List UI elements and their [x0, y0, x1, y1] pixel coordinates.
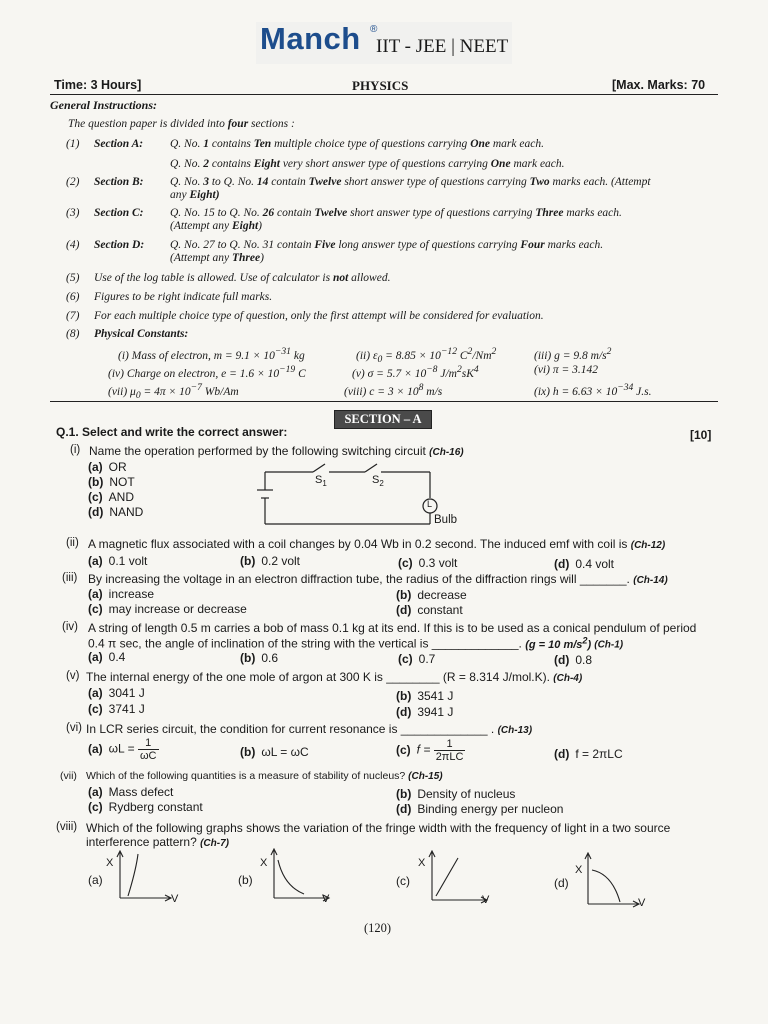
constant-electron-mass: (i) Mass of electron, $m = 9.1 \times 10^{-31}$ kg — [118, 346, 305, 362]
question-text: In LCR series circuit, the condition for current resonance is _____________ . (Ch-13) — [86, 722, 533, 736]
instruction-text: Figures to be right indicate full marks. — [94, 291, 273, 303]
graph-d — [584, 852, 644, 908]
option: (a) 0.1 volt — [88, 554, 148, 568]
q1-marks: [10] — [690, 428, 712, 442]
option: (a) OR — [88, 460, 127, 474]
instruction-text: any Eight) — [170, 189, 220, 201]
instruction-text: (Attempt any Eight) — [170, 220, 263, 232]
instruction-number: (4) — [66, 239, 80, 251]
option: (b) ωL = ωC — [240, 745, 309, 759]
switch-s2-label: $S_2$ — [372, 474, 384, 489]
question-text: interference pattern? (Ch-7) — [86, 835, 229, 849]
constant-electron-charge: (iv) Charge on electron, $e = 1.6 \times 10^{-19}$ C — [108, 364, 306, 380]
instruction-text: Q. No. 3 to Q. No. 14 contain Twelve short answer type of questions carrying Two marks each. (Attempt — [170, 176, 651, 188]
question-text: Name the operation performed by the following switching circuit (Ch-16) — [89, 444, 464, 458]
max-marks: [Max. Marks: 70 — [612, 78, 706, 92]
instructions-intro: The question paper is divided into four sections : — [68, 118, 295, 130]
option: (a) ωL = $\frac{1}{\omega C}$ — [88, 737, 157, 762]
question-number: (viii) — [56, 821, 78, 833]
option: (b) NOT — [88, 475, 135, 489]
option: (b) 3541 J — [396, 689, 454, 703]
question-text: By increasing the voltage in an electron diffraction tube, the radius of the diffraction rings will _______. (Ch-14) — [88, 572, 668, 586]
instruction-section-label: Section B: — [94, 176, 144, 188]
option: (d) 0.8 — [554, 653, 593, 667]
question-number: (i) — [70, 444, 81, 456]
question-number: (ii) — [66, 537, 79, 549]
option: (c) Rydberg constant — [88, 800, 203, 814]
question-text: 0.4 π sec, the angle of inclination of the string with the vertical is _____________. (g = 10 $m/s^2$) (Ch-1) — [88, 635, 624, 651]
question-number: (iv) — [62, 621, 78, 633]
brand-logo: Manch — [260, 21, 361, 56]
option: (c) f = $\frac{1}{\text{2πLC}}$ — [396, 738, 464, 763]
graph-axis-v-label: V — [638, 897, 646, 909]
option: (a) 3041 J — [88, 686, 145, 700]
exam-time: Time: 3 Hours] — [54, 78, 142, 92]
question-number: (vii) — [60, 770, 77, 782]
graph-option-label: (a) — [88, 873, 103, 887]
instructions-rule — [50, 401, 718, 402]
option: (a) Mass defect — [88, 785, 174, 799]
instruction-section-label: Section A: — [94, 138, 144, 150]
option: (b) Density of nucleus — [396, 787, 516, 801]
option: (a) 0.4 — [88, 650, 126, 664]
graph-option-label: (c) — [396, 874, 410, 888]
constant-gravity: (iii) g = 9.8 $m/s^2$ — [534, 346, 612, 362]
graph-option-label: (b) — [238, 873, 253, 887]
constant-light-speed: (viii) $c = 3 \times 10^8$ m/s — [344, 382, 443, 398]
instruction-text: For each multiple choice type of question, only the first attempt will be considered for evaluation. — [94, 310, 544, 322]
option: (b) 0.2 volt — [240, 554, 301, 568]
graph-axis-x-label: X — [106, 857, 114, 869]
option: (b) 0.6 — [240, 651, 279, 665]
instruction-number: (6) — [66, 291, 80, 303]
graph-axis-x-label: X — [418, 857, 426, 869]
option: (c) 0.3 volt — [398, 556, 458, 570]
instruction-number: (3) — [66, 207, 80, 219]
registered-mark: ® — [370, 24, 378, 35]
constants-heading: Physical Constants: — [94, 328, 189, 340]
instruction-text: Use of the log table is allowed. Use of calculator is not allowed. — [94, 272, 391, 284]
question-text: Which of the following quantities is a measure of stability of nucleus? (Ch-15) — [86, 770, 443, 782]
instruction-section-label: Section C: — [94, 207, 144, 219]
question-number: (iii) — [62, 572, 78, 584]
q1-heading: Q.1. Select and write the correct answer: — [56, 425, 288, 439]
instruction-number: (1) — [66, 138, 80, 150]
question-text: Which of the following graphs shows the variation of the fringe width with the frequency of light in a two source — [86, 821, 671, 835]
bulb-label: Bulb — [434, 514, 458, 526]
constant-pi: (vi) π = 3.142 — [534, 364, 598, 376]
option: (d) Binding energy per nucleon — [396, 802, 564, 816]
graph-axis-v-label: V — [322, 893, 330, 905]
option: (d) 0.4 volt — [554, 557, 615, 571]
instruction-text: Q. No. 15 to Q. No. 26 contain Twelve short answer type of questions carrying Three marks each. — [170, 207, 622, 219]
instruction-text: (Attempt any Three) — [170, 252, 264, 264]
option: (d) 3941 J — [396, 705, 454, 719]
constant-permittivity: (ii) $\varepsilon_0 = 8.85 \times 10^{-12}$ $C^2/Nm^2$ — [356, 346, 497, 366]
question-number: (v) — [66, 670, 80, 682]
constant-planck: (ix) $h = 6.63 \times 10^{-34}$ J.s. — [534, 382, 652, 398]
header-rule — [50, 94, 718, 95]
bulb-symbol: L — [427, 499, 433, 509]
graph-option-label: (d) — [554, 876, 569, 890]
graph-a — [116, 850, 176, 902]
graph-axis-x-label: X — [575, 864, 583, 876]
graph-axis-x-label: X — [260, 857, 268, 869]
switching-circuit-diagram — [255, 458, 475, 538]
instruction-number: (7) — [66, 310, 80, 322]
instruction-section-label: Section D: — [94, 239, 145, 251]
constant-stefan: (v) $\sigma = 5.7 \times 10^{-8}$ $J/m^2sK^4$ — [352, 364, 479, 380]
option: (c) AND — [88, 490, 135, 504]
brand-tagline: IIT - JEE | NEET — [376, 36, 509, 57]
instruction-text: Q. No. 2 contains Eight very short answer type of questions carrying One mark each. — [170, 158, 565, 170]
question-text: A magnetic flux associated with a coil changes by 0.04 Wb in 0.2 second. The induced emf with coil is (Ch-12) — [88, 537, 666, 551]
question-text: The internal energy of the one mole of argon at 300 K is ________ (R = 8.314 J/mol.K). (Ch-4) — [86, 670, 583, 684]
instructions-heading: General Instructions: — [50, 98, 158, 112]
constant-permeability: (vii) $\mu_0 = 4\pi \times 10^{-7}$ Wb/Am — [108, 382, 239, 402]
instruction-number: (2) — [66, 176, 80, 188]
instruction-number: (8) — [66, 328, 80, 340]
graph-axis-v-label: V — [482, 894, 490, 906]
section-a-banner: SECTION – A — [334, 410, 432, 429]
graph-b — [270, 848, 334, 902]
option: (d) NAND — [88, 505, 144, 519]
graph-c — [428, 850, 492, 904]
instruction-text: Q. No. 1 contains Ten multiple choice type of questions carrying One mark each. — [170, 138, 544, 150]
page-number: (120) — [364, 921, 392, 935]
instruction-number: (5) — [66, 272, 80, 284]
option: (c) 0.7 — [398, 652, 436, 666]
subject-title: PHYSICS — [352, 78, 409, 93]
question-number: (vi) — [66, 722, 82, 734]
option: (c) 3741 J — [88, 702, 145, 716]
option: (a) increase — [88, 587, 155, 601]
option: (d) constant — [396, 603, 463, 617]
option: (d) f = 2πLC — [554, 747, 623, 761]
question-text: A string of length 0.5 m carries a bob of mass 0.1 kg at its end. If this is to be used as a conical pendulum of period — [88, 621, 697, 635]
instruction-text: Q. No. 27 to Q. No. 31 contain Five long answer type of questions carrying Four marks each. — [170, 239, 604, 251]
switch-s1-label: $S_1$ — [315, 474, 327, 489]
option: (b) decrease — [396, 588, 467, 602]
graph-axis-v-label: V — [171, 893, 179, 905]
option: (c) may increase or decrease — [88, 602, 247, 616]
